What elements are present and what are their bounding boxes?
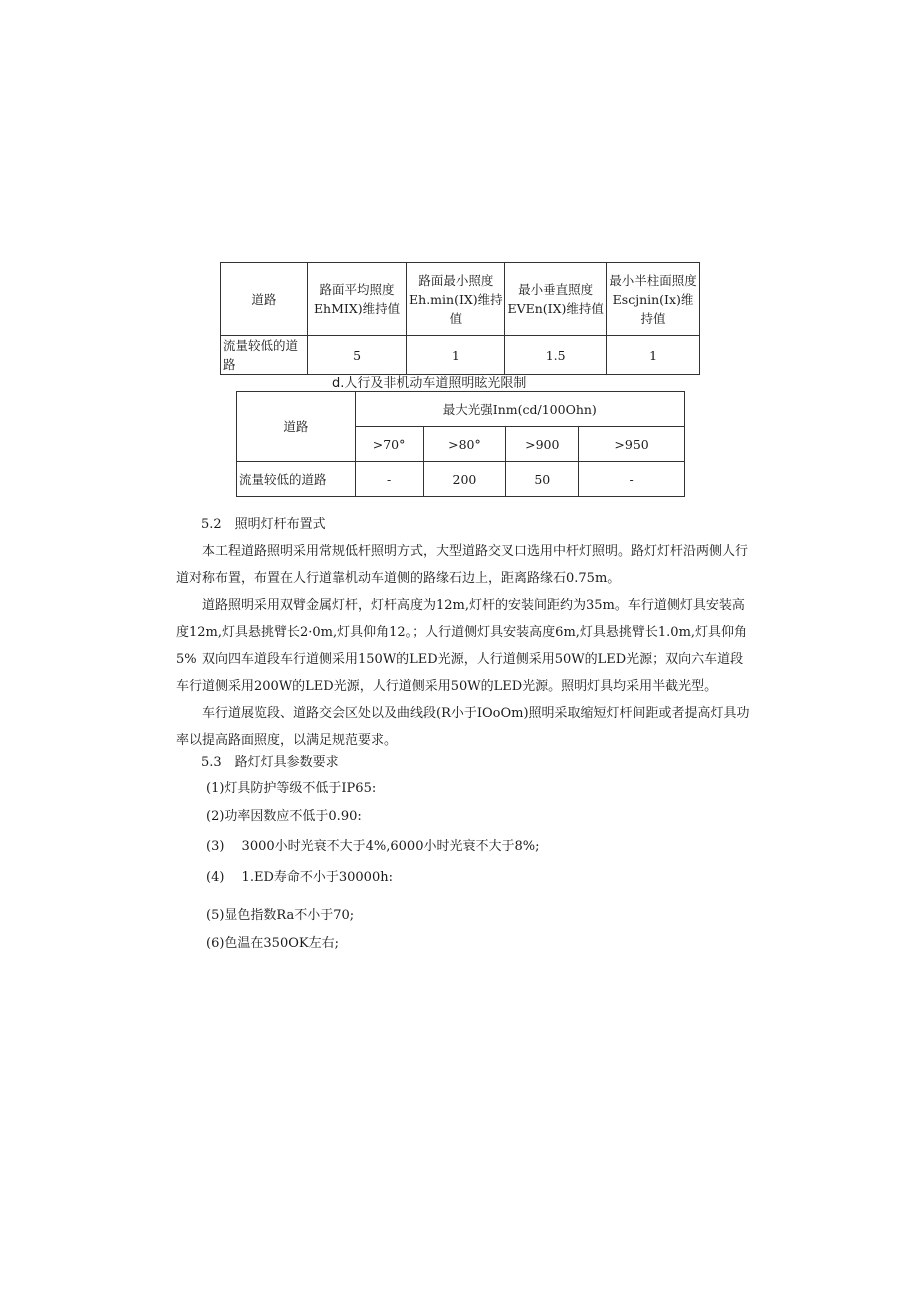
cell-avg: 5 [307, 336, 407, 375]
row-label: 流量较低的道路 [221, 336, 308, 375]
list-item: (3) 3000小时光衰不大于4%,6000小时光衰不大于8%; [206, 839, 540, 854]
header-max-intensity: 最大光强Inm(cd/100Ohn) [355, 392, 684, 427]
cell-min-vertical: 1.5 [505, 336, 607, 375]
cell-70: - [355, 462, 423, 497]
paragraph: 双向四车道段车行道侧采用150W的LED光源，人行道侧采用50W的LED光源；双向六车道段车行道侧采用200W的LED光源，人行道侧采用50W的LED光源。照明灯具均采用半截光型。 [176, 652, 744, 694]
paragraph: 本工程道路照明采用常规低杆照明方式，大型道路交叉口选用中杆灯照明。路灯灯杆沿两侧人行道对称布置，布置在人行道靠机动车道侧的路缘石边上，距离路缘石0.75m。 [176, 544, 749, 586]
cell-min: 1 [407, 336, 505, 375]
paragraph: 车行道展览段、道路交会区处以及曲线段(R小于IOoOm)照明采取缩短灯杆间距或者提高灯具功率以提高路面照度，以满足规范要求。 [176, 706, 750, 748]
section-title: 5.2 照明灯杆布置式 [201, 517, 326, 532]
cell-min-semicylindrical: 1 [607, 336, 700, 375]
header-min-illuminance: 路面最小照度Eh.min(IX)维持值 [407, 263, 505, 336]
list-item: (5)显色指数Ra不小于70; [206, 908, 355, 923]
paragraph: 道路照明采用双臂金属灯杆，灯杆高度为12m,灯杆的安装间距约为35m。车行道侧灯具安装高度12m,灯具悬挑臂长2·0m,灯具仰角12。；人行道侧灯具安装高度6m,灯具悬挑臂长1.0m,灯具仰角5% [176, 598, 748, 667]
section-title: 5.3 路灯灯具参数要求 [201, 755, 339, 770]
header-min-semicylindrical-illuminance: 最小半柱面照度Escjnin(Ix)维持值 [607, 263, 700, 336]
row-label: 流量较低的道路 [237, 462, 356, 497]
header-road: 道路 [237, 392, 356, 462]
cell-90: 50 [506, 462, 579, 497]
header-angle-90: >900 [506, 427, 579, 462]
list-item: (6)色温在350OK左右; [206, 936, 339, 951]
illuminance-table [220, 262, 700, 375]
header-angle-70: >70° [355, 427, 423, 462]
header-angle-80: >80° [423, 427, 506, 462]
header-avg-illuminance: 路面平均照度EhMIX)维持值 [307, 263, 407, 336]
list-item: (2)功率因数应不低于0.90: [206, 809, 362, 824]
list-item: (4) 1.ED寿命不小于30000h: [206, 870, 393, 885]
cell-80: 200 [423, 462, 506, 497]
list-item: (1)灯具防护等级不低于IP65: [206, 781, 377, 796]
glare-table [236, 391, 685, 497]
header-angle-95: >950 [579, 427, 685, 462]
header-min-vertical-illuminance: 最小垂直照度EVEn(IX)维持值 [505, 263, 607, 336]
cell-95: - [579, 462, 685, 497]
header-road: 道路 [221, 263, 308, 336]
glare-table-caption: d.人行及非机动车道照明眩光限制 [332, 376, 527, 391]
